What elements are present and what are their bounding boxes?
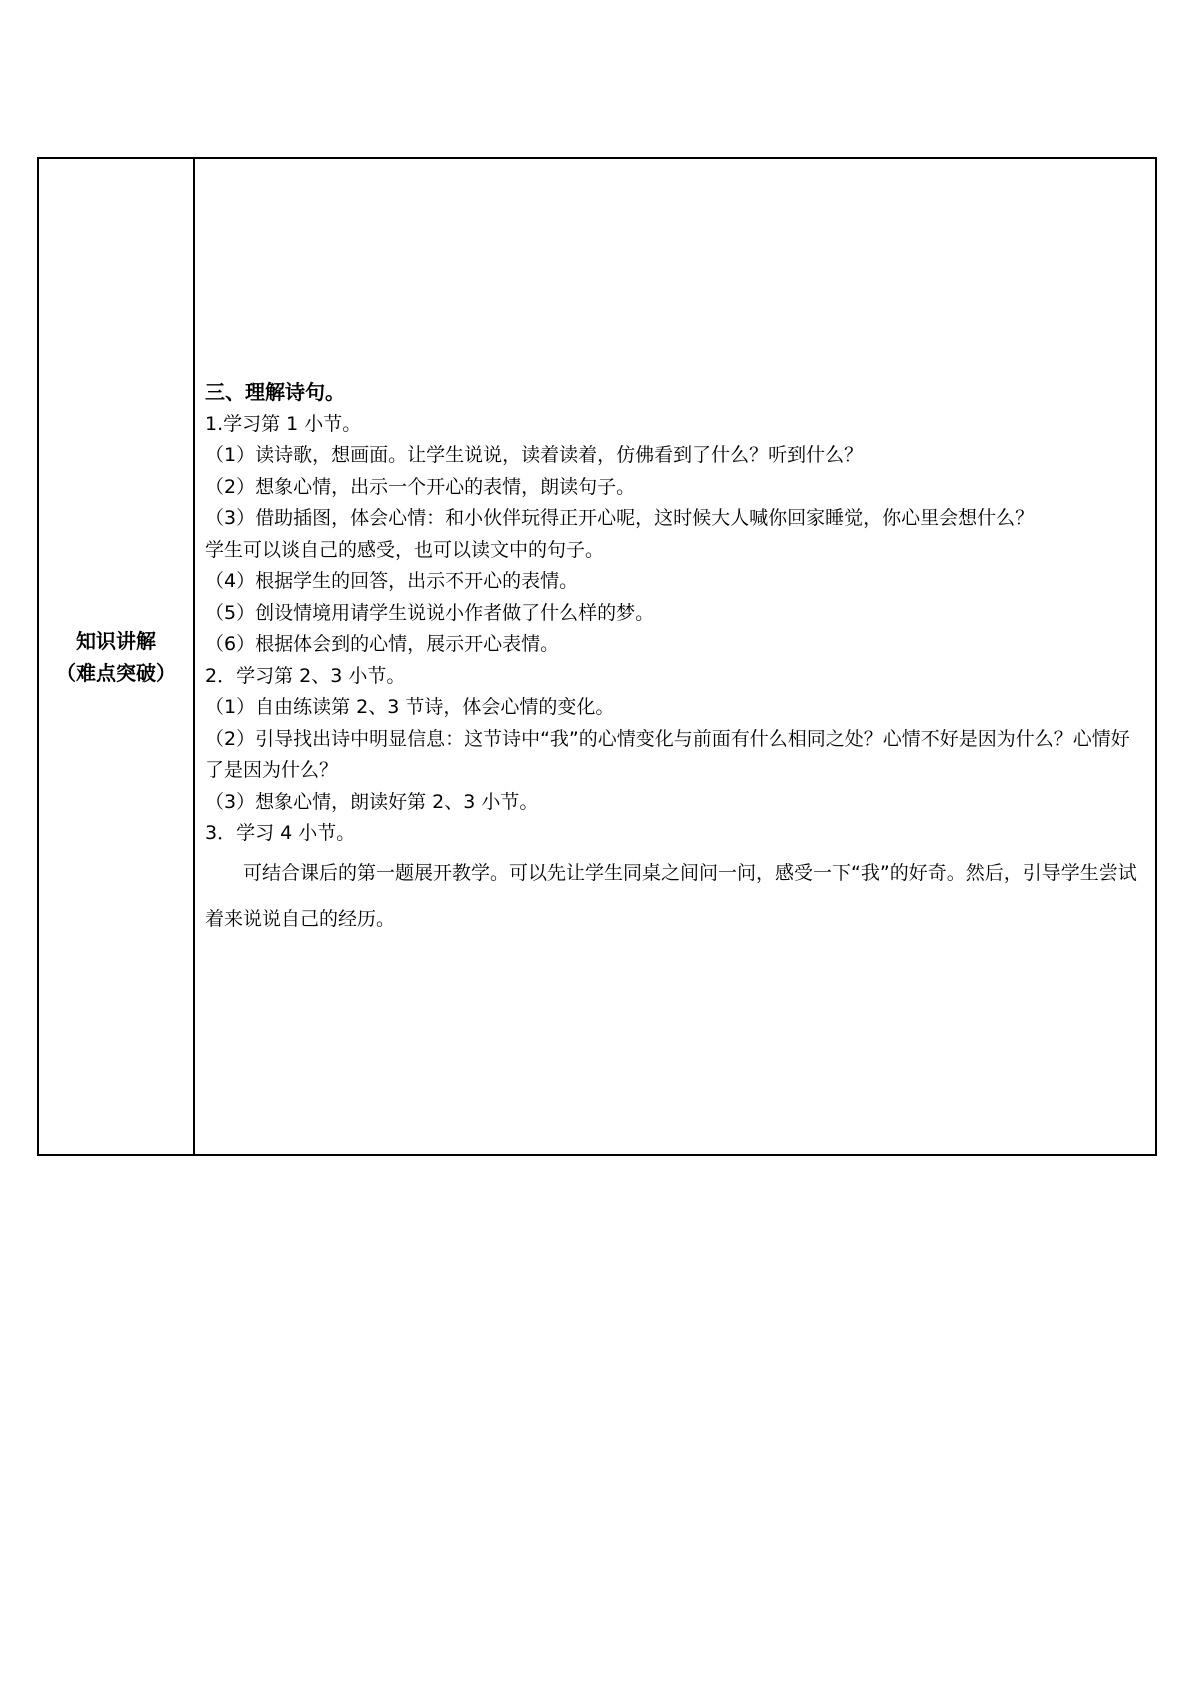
content-body	[205, 377, 1145, 942]
content-line: （2）引导找出诗中明显信息：这节诗中“我”的心情变化与前面有什么相同之处？心情不好是因为什么？心情好了是因为什么？	[205, 727, 1130, 781]
section-heading: 三、理解诗句。	[205, 380, 345, 404]
content-line: （1）读诗歌，想画面。让学生说说，读着读着，仿佛看到了什么？听到什么？	[205, 444, 864, 466]
content-line: 1.学习第 1 小节。	[205, 412, 362, 435]
content-line: （3）想象心情，朗读好第 2、3 小节。	[205, 790, 539, 813]
content-cell	[194, 158, 1156, 1155]
content-line: （3）借助插图，体会心情：和小伙伴玩得正开心呢，这时候大人喊你回家睡觉，你心里会想什么？	[205, 507, 1035, 529]
lesson-plan-table	[37, 157, 1157, 1156]
content-line: （6）根据体会到的心情，展示开心表情。	[205, 633, 560, 655]
content-paragraph: 可结合课后的第一题展开教学。可以先让学生同桌之间问一问，感受一下“我”的好奇。然后，引导学生尝试着来说说自己的经历。	[205, 861, 1137, 930]
content-line: （1）自由练读第 2、3 节诗，体会心情的变化。	[205, 696, 615, 718]
row-label-line2: （难点突破）	[56, 660, 176, 685]
row-label-cell	[38, 158, 194, 1155]
table-row	[38, 158, 1156, 1155]
content-line: （5）创设情境用请学生说说小作者做了什么样的梦。	[205, 601, 655, 624]
content-line: 2．学习第 2、3 小节。	[205, 664, 406, 687]
content-line: （2）想象心情，出示一个开心的表情，朗读句子。	[205, 475, 636, 498]
content-line: 3．学习 4 小节。	[205, 822, 356, 844]
content-line: 学生可以谈自己的感受，也可以读文中的句子。	[205, 538, 605, 561]
row-label-line1: 知识讲解	[76, 628, 156, 653]
content-line: （4）根据学生的回答，出示不开心的表情。	[205, 570, 579, 592]
